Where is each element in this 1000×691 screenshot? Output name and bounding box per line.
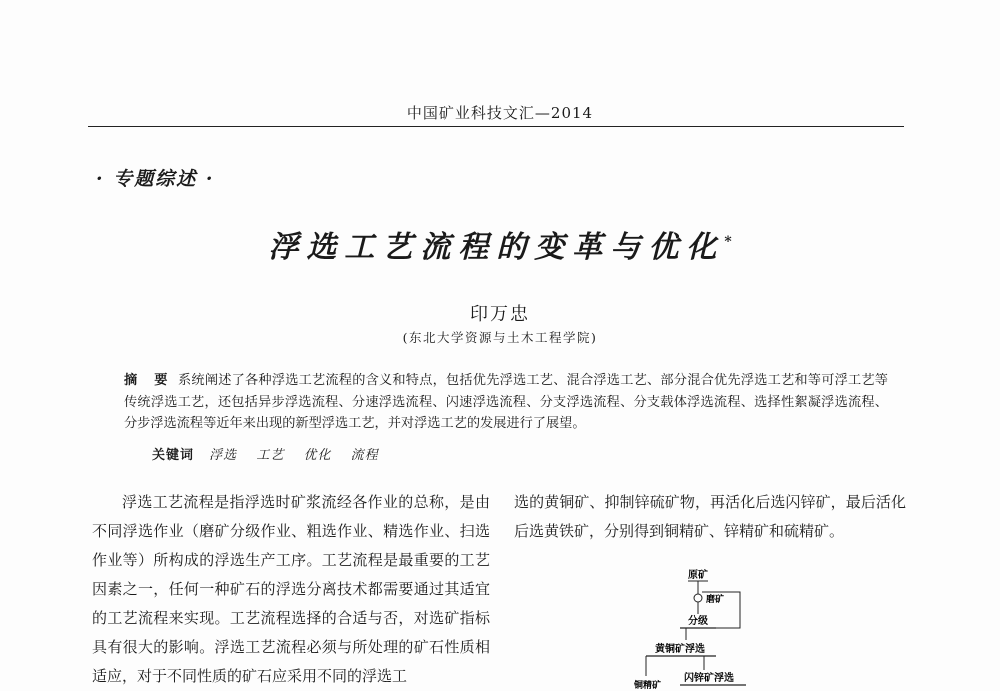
body-paragraph: 浮选工艺流程是指浮选时矿浆流经各作业的总称，是由不同浮选作业（磨矿分级作业、粗选作业、精选作业、扫选作业等）所构成的浮选生产工序。工艺流程是最重要的工艺因素之一，任何一种矿石的浮选分离技术都需要通过其适宜的工艺流程来实现。工艺流程选择的合适与否，对选矿指标具有很大的影响。浮选工艺流程必须与所处理的矿石性质相适应，对于不同性质的矿石应采用不同的浮选工 xyxy=(92,493,490,685)
grinding-node xyxy=(694,594,702,602)
keyword: 浮选 xyxy=(209,448,238,463)
body-column-left xyxy=(92,488,490,691)
journal-header: 中国矿业科技文汇—2014 xyxy=(406,104,594,122)
keywords xyxy=(152,444,393,463)
body-paragraph: 选的黄铜矿、抑制锌硫矿物，再活化后选闪锌矿，最后活化后选黄铁矿，分别得到铜精矿、锌精矿和硫精矿。 xyxy=(514,493,906,540)
node-grinding: 磨矿 xyxy=(706,595,725,605)
title-footnote-mark: * xyxy=(724,234,732,250)
node-classification: 分级 xyxy=(688,616,708,627)
abstract xyxy=(124,370,888,435)
node-chalcopyrite-flotation: 黄铜矿浮选 xyxy=(655,644,705,655)
keyword: 流程 xyxy=(350,448,379,463)
section-tag: · 专题综述 · xyxy=(96,168,215,190)
abstract-label: 摘 要 xyxy=(124,373,174,388)
flowsheet-diagram xyxy=(600,564,760,690)
node-sphalerite-flotation: 闪锌矿浮选 xyxy=(684,673,734,684)
article-title-text: 浮选工艺流程的变革与优化 xyxy=(268,230,725,265)
author: 印万忠 xyxy=(470,304,530,325)
affiliation: (东北大学资源与土木工程学院) xyxy=(402,330,598,345)
keyword: 优化 xyxy=(303,448,332,463)
abstract-text: 系统阐述了各种浮选工艺流程的含义和特点，包括优先浮选工艺、混合浮选工艺、部分混合优先浮选工艺和等可浮工艺等传统浮选工艺，还包括异步浮选流程、分速浮选流程、闪速浮选流程、分支浮选流程、分支载体浮选流程、选择性絮凝浮选流程、分步浮选流程等近年来出现的新型浮选工艺，并对浮选工艺的发展进行了展望。 xyxy=(124,373,888,431)
article-title xyxy=(0,222,1000,266)
node-raw-ore: 原矿 xyxy=(688,570,708,581)
header-rule xyxy=(88,126,904,127)
body-column-right xyxy=(514,488,906,546)
keywords-label: 关键词 xyxy=(152,448,195,463)
node-cu-concentrate: 铜精矿 xyxy=(634,681,662,690)
keyword: 工艺 xyxy=(256,448,285,463)
